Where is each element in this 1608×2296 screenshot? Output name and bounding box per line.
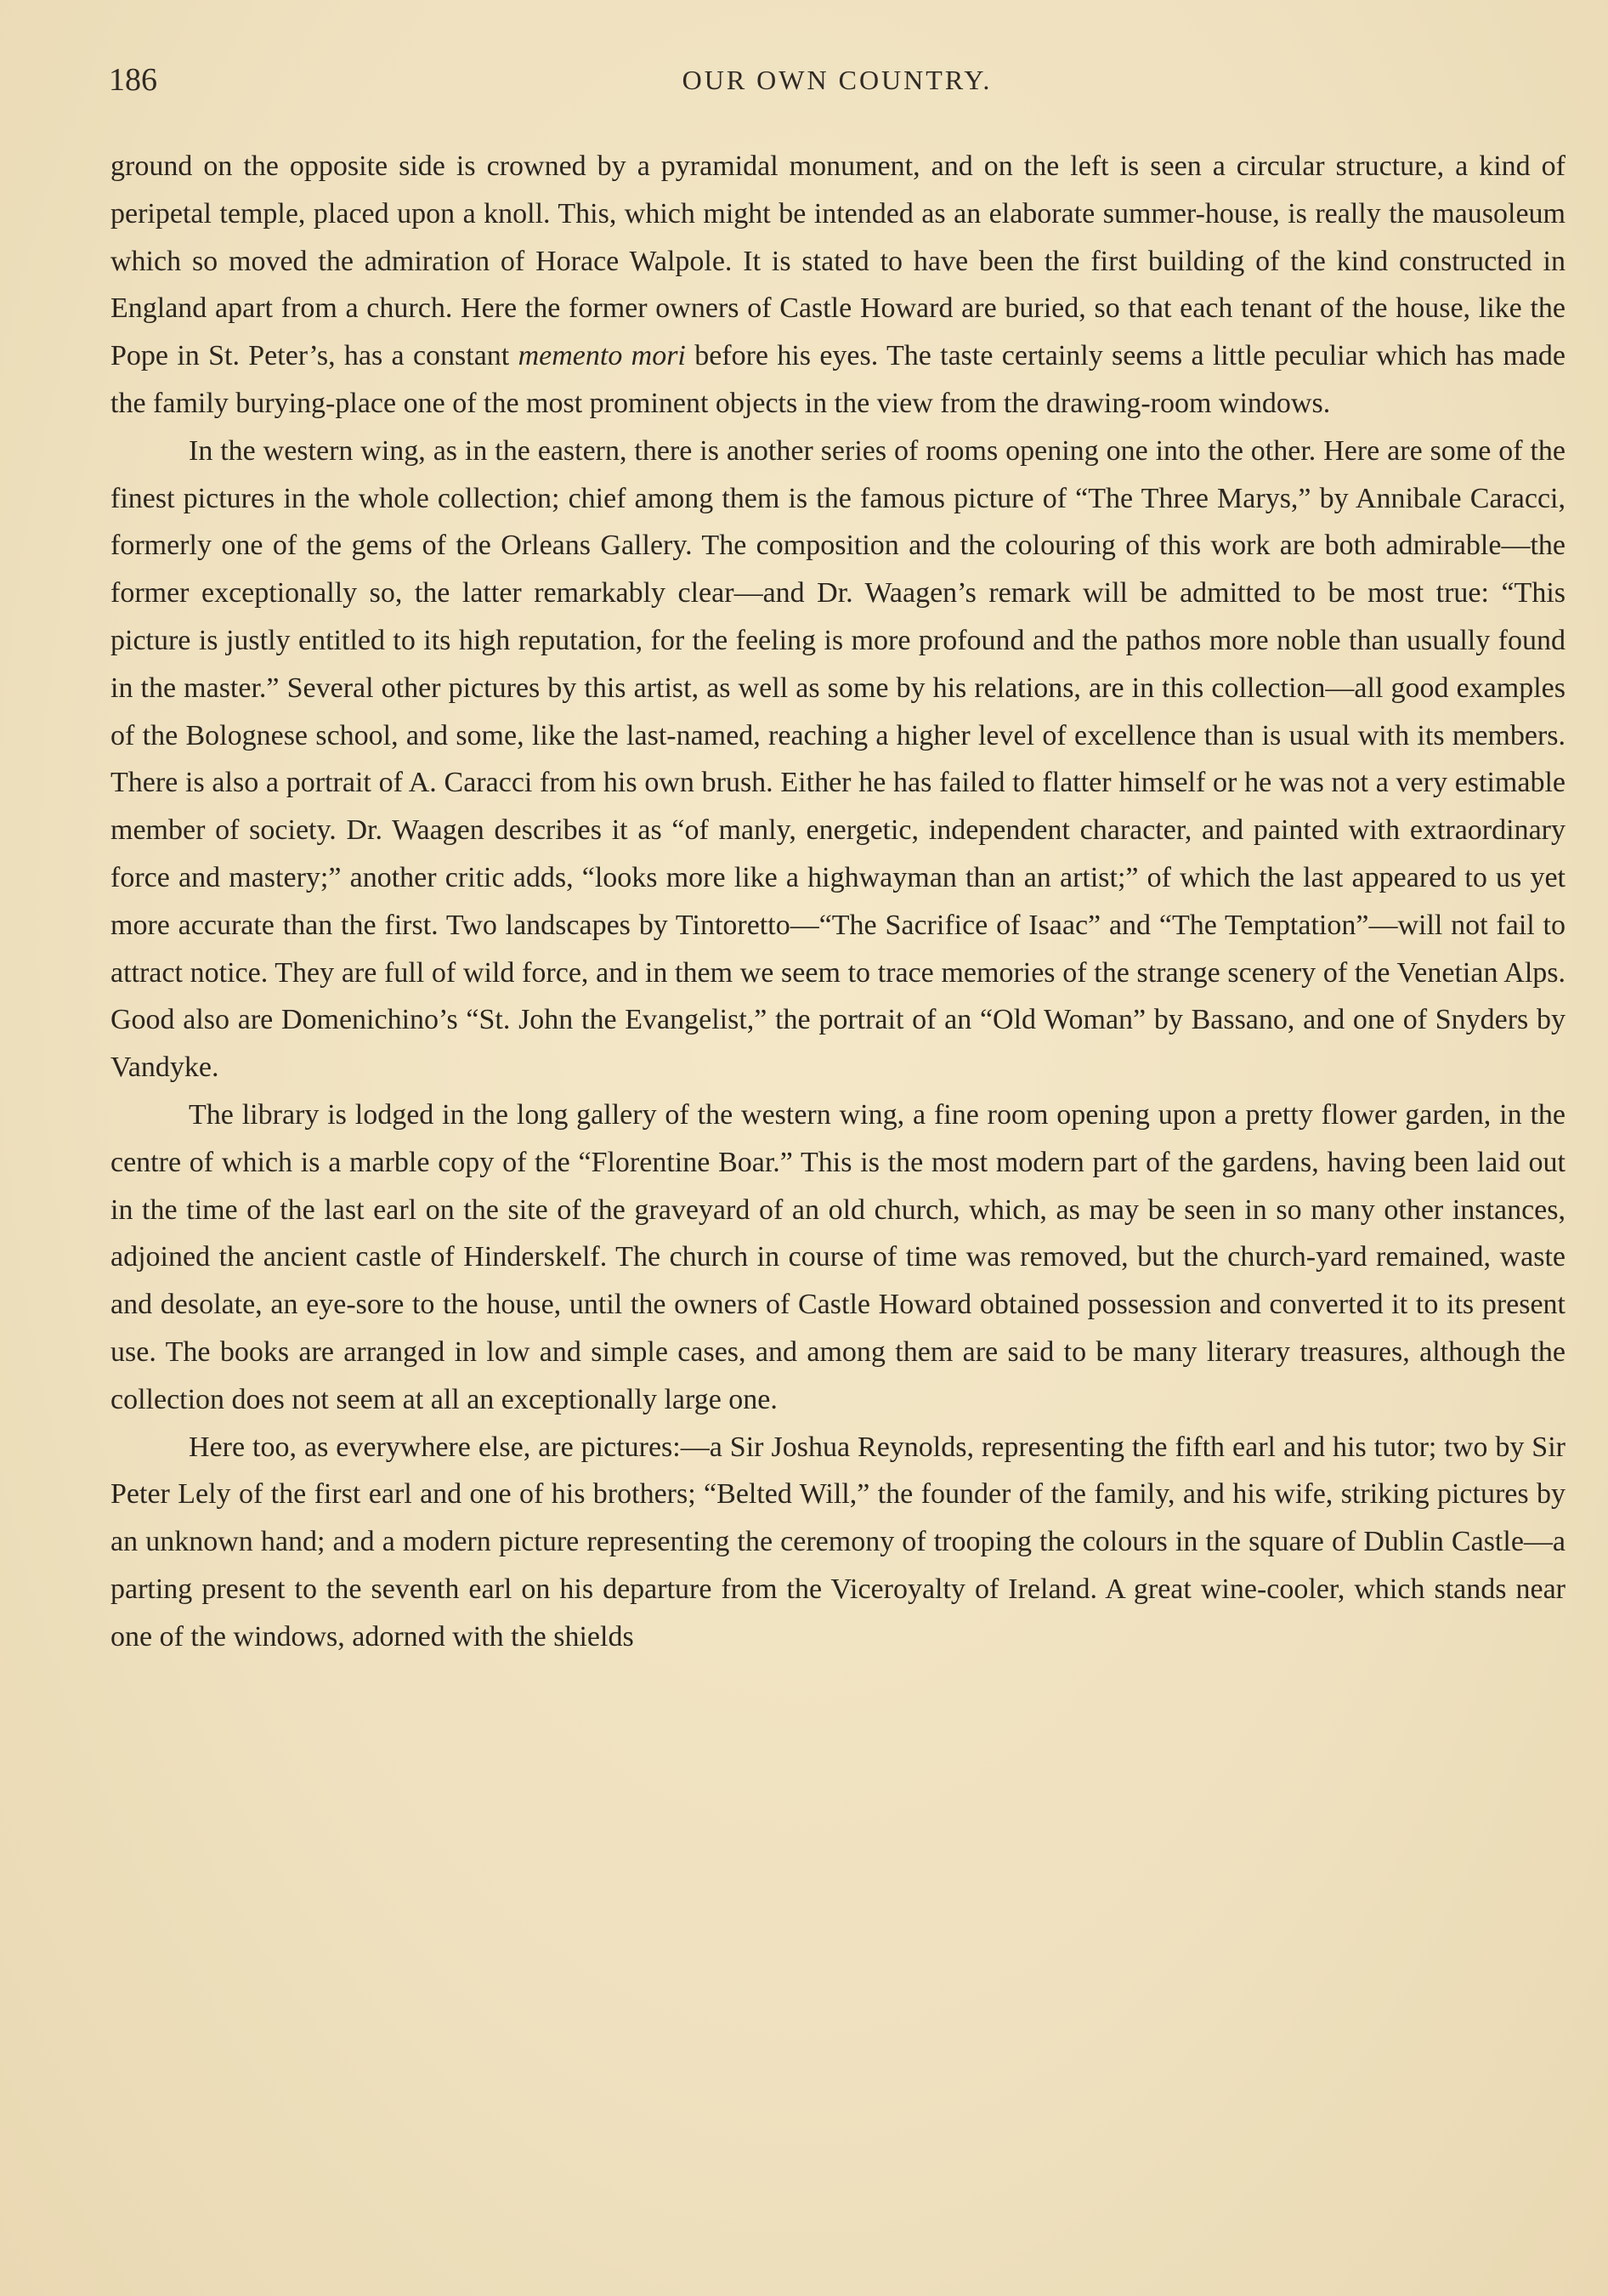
running-title: OUR OWN COUNTRY. xyxy=(682,65,993,95)
paragraph-1-italic: memento mori xyxy=(518,340,686,372)
body-text xyxy=(110,143,1566,1661)
paragraph-1-text-b: before his eyes. The taste certainly seems a little peculiar which has made the family burying-place one of the most prominent objects in the view from the drawing-room windows. xyxy=(110,340,1566,419)
page-header xyxy=(109,61,1566,112)
page-number: 186 xyxy=(109,62,157,98)
paragraph-1-text-a: ground on the opposite side is crowned by a pyramidal monument, and on the left is seen a circular structure, a kind of peripetal temple, placed upon a knoll. This, which might be intended as an elaborate summer-house, is really the mausoleum which so moved the admiration of Horace Walpole. It is stated to have been the first building of the kind constructed in England apart from a church. Here the former owners of Castle Howard are buried, so that each tenant of the house, like the Pope in St. Peter’s, has a constant xyxy=(110,150,1566,372)
paragraph-2: In the western wing, as in the eastern, there is another series of rooms opening one into the other. Here are some of the finest pictures in the whole collection; chief among them is the famous picture of “The Three Marys,” by Annibale Caracci, formerly one of the gems of the Orleans Gallery. The composition and the colouring of this work are both admirable—the former exceptionally so, the latter remarkably clear—and Dr. Waagen’s remark will be admitted to be most true: “This picture is justly entitled to its high reputation, for the feeling is more profound and the pathos more noble than usually found in the master.” Several other pictures by this artist, as well as some by his relations, are in this collection—all good examples of the Bolognese school, and some, like the last-named, reaching a higher level of excellence than is usual with its members. There is also a portrait of A. Caracci from his own brush. Either he has failed to flatter himself or he was not a very estimable member of society. Dr. Waagen describes it as “of manly, energetic, independent character, and painted with extraordinary force and mastery;” another critic adds, “looks more like a highwayman than an artist;” of which the last appeared to us yet more accurate than the first. Two landscapes by Tintoretto—“The Sacrifice of Isaac” and “The Temptation”—will not fail to attract notice. They are full of wild force, and in them we seem to trace memories of the strange scenery of the Venetian Alps. Good also are Domenichino’s “St. John the Evangelist,” the portrait of an “Old Woman” by Bassano, and one of Snyders by Vandyke. xyxy=(110,434,1566,1084)
paragraph-3: The library is lodged in the long gallery of the western wing, a fine room opening upon a pretty flower garden, in the centre of which is a marble copy of the “Florentine Boar.” This is the most modern part of the gardens, having been laid out in the time of the last earl on the site of the graveyard of an old church, which, as may be seen in so many other instances, adjoined the ancient castle of Hinderskelf. The church in course of time was removed, but the church-yard remained, waste and desolate, an eye-sore to the house, until the owners of Castle Howard obtained possession and converted it to its present use. The books are arranged in low and simple cases, and among them are said to be many literary treasures, although the collection does not seem at all an exceptionally large one. xyxy=(110,1098,1566,1415)
paragraph-4: Here too, as everywhere else, are pictures:—a Sir Joshua Reynolds, representing the fifth earl and his tutor; two by Sir Peter Lely of the first earl and one of his brothers; “Belted Will,” the founder of the family, and his wife, striking pictures by an unknown hand; and a modern picture representing the ceremony of trooping the colours in the square of Dublin Castle—a parting present to the seventh earl on his departure from the Viceroyalty of Ireland. A great wine-cooler, which stands near one of the windows, adorned with the shields xyxy=(110,1431,1566,1653)
paragraph-1 xyxy=(110,143,1566,428)
